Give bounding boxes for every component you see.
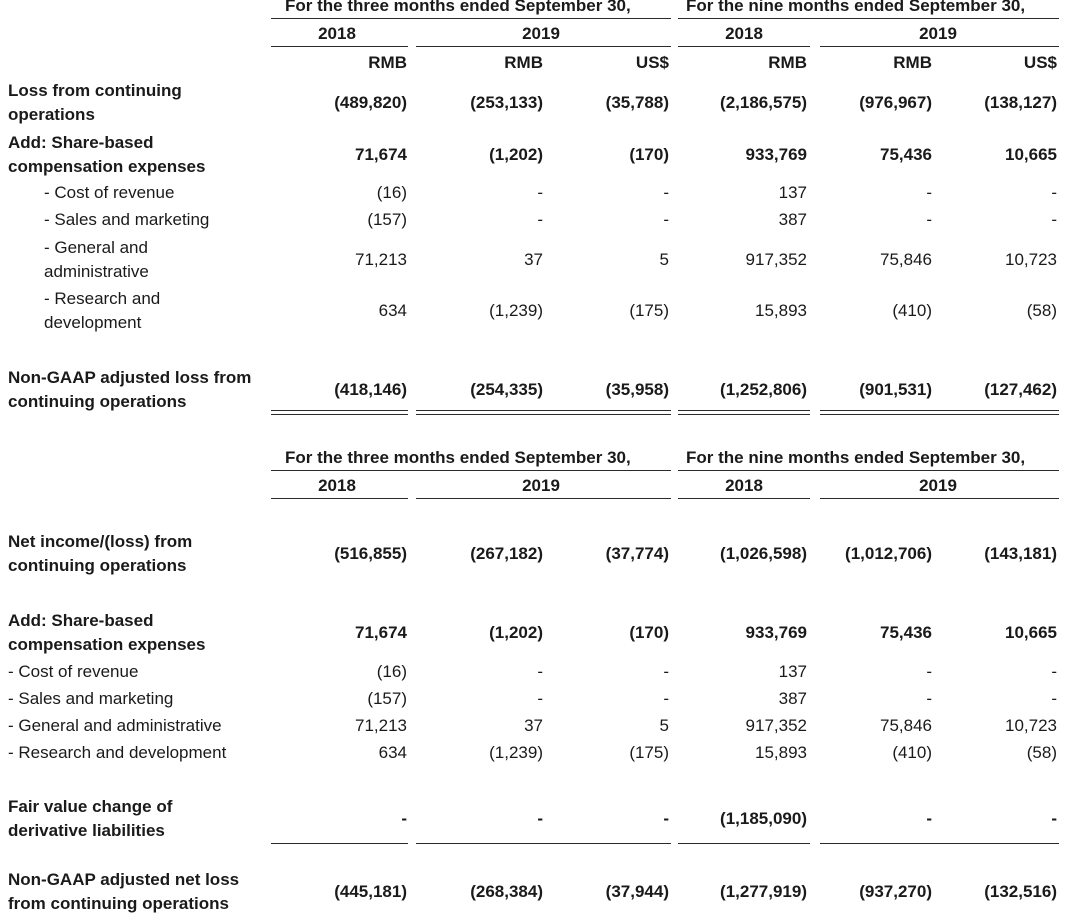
year-header: 2018: [318, 24, 356, 43]
cell-value: (1,239): [489, 743, 543, 762]
year-header: 2019: [522, 24, 560, 43]
row-label: Non-GAAP adjusted net loss: [8, 870, 240, 889]
period-header: For the nine months ended September 30,: [686, 448, 1026, 467]
cell-value: -: [663, 210, 669, 229]
cell-value: (516,855): [334, 544, 407, 563]
cell-value: -: [926, 183, 932, 202]
period-rule: [678, 470, 1059, 471]
row-label: development: [44, 313, 142, 332]
cell-value: (1,012,706): [845, 544, 932, 563]
cell-value: -: [1051, 183, 1057, 202]
cell-value: (901,531): [859, 380, 932, 399]
cell-value: 5: [659, 716, 669, 735]
currency-header: RMB: [893, 53, 932, 72]
row-label: - General and: [44, 238, 148, 257]
period-rule: [271, 18, 671, 19]
cell-value: 634: [378, 301, 407, 320]
year-rule: [271, 46, 408, 47]
row-label: Fair value change of: [8, 797, 173, 816]
year-rule: [416, 498, 671, 499]
cell-value: (2,186,575): [720, 93, 807, 112]
cell-value: (1,185,090): [720, 809, 807, 828]
subtotal-rule: [820, 843, 1059, 844]
cell-value: -: [926, 210, 932, 229]
row-label: compensation expenses: [8, 635, 206, 654]
cell-value: (58): [1026, 301, 1057, 320]
row-label: continuing operations: [8, 556, 187, 575]
cell-value: (37,774): [605, 544, 669, 563]
total-double-rule: [416, 410, 671, 415]
cell-value: (16): [376, 662, 407, 681]
cell-value: 137: [778, 662, 807, 681]
cell-value: (1,202): [489, 145, 543, 164]
cell-value: (410): [892, 301, 932, 320]
cell-value: (254,335): [470, 380, 543, 399]
cell-value: (58): [1026, 743, 1057, 762]
cell-value: (1,202): [489, 623, 543, 642]
year-header: 2019: [919, 476, 957, 495]
cell-value: 37: [524, 716, 543, 735]
cell-value: 71,213: [355, 716, 407, 735]
cell-value: (35,958): [605, 380, 669, 399]
cell-value: 634: [378, 743, 407, 762]
period-header: For the nine months ended September 30,: [686, 0, 1026, 15]
period-rule: [271, 470, 671, 471]
cell-value: 933,769: [745, 623, 807, 642]
row-label: operations: [8, 105, 95, 124]
cell-value: (1,252,806): [720, 380, 807, 399]
cell-value: (157): [367, 210, 407, 229]
cell-value: -: [1051, 210, 1057, 229]
cell-value: 917,352: [745, 716, 807, 735]
cell-value: 5: [659, 250, 669, 269]
cell-value: -: [537, 662, 543, 681]
cell-value: -: [663, 809, 669, 828]
cell-value: -: [537, 689, 543, 708]
year-header: 2018: [725, 24, 763, 43]
cell-value: (1,277,919): [720, 882, 807, 901]
cell-value: 387: [778, 210, 807, 229]
cell-value: (157): [367, 689, 407, 708]
cell-value: (976,967): [859, 93, 932, 112]
row-label: Net income/(loss) from: [8, 532, 193, 551]
row-label: administrative: [44, 262, 149, 281]
cell-value: 71,674: [355, 145, 407, 164]
subtotal-rule: [271, 843, 408, 844]
cell-value: (35,788): [605, 93, 669, 112]
cell-value: 75,436: [880, 623, 932, 642]
row-label: - Sales and marketing: [44, 210, 210, 229]
cell-value: (127,462): [984, 380, 1057, 399]
cell-value: (268,384): [470, 882, 543, 901]
cell-value: (170): [629, 145, 669, 164]
cell-value: 10,723: [1005, 250, 1057, 269]
cell-value: (175): [629, 301, 669, 320]
cell-value: (410): [892, 743, 932, 762]
row-label: compensation expenses: [8, 157, 206, 176]
cell-value: 75,846: [880, 250, 932, 269]
cell-value: -: [537, 809, 543, 828]
cell-value: 15,893: [755, 743, 807, 762]
cell-value: (1,239): [489, 301, 543, 320]
cell-value: (445,181): [334, 882, 407, 901]
cell-value: -: [663, 183, 669, 202]
row-label: Loss from continuing: [8, 81, 182, 100]
year-rule: [271, 498, 408, 499]
row-label: Add: Share-based: [8, 133, 154, 152]
cell-value: (170): [629, 623, 669, 642]
cell-value: 71,213: [355, 250, 407, 269]
cell-value: -: [663, 662, 669, 681]
period-header: For the three months ended September 30,: [285, 0, 631, 15]
currency-header: US$: [635, 53, 669, 72]
total-double-rule: [678, 410, 810, 415]
cell-value: -: [1051, 662, 1057, 681]
year-rule: [820, 46, 1059, 47]
row-label: - Sales and marketing: [8, 689, 174, 708]
cell-value: -: [663, 689, 669, 708]
row-label: Add: Share-based: [8, 611, 154, 630]
year-header: 2018: [318, 476, 356, 495]
cell-value: 75,846: [880, 716, 932, 735]
row-label: continuing operations: [8, 392, 187, 411]
cell-value: 37: [524, 250, 543, 269]
cell-value: -: [926, 689, 932, 708]
row-label: - Research and: [44, 289, 161, 308]
year-rule: [416, 46, 671, 47]
row-label: - Cost of revenue: [8, 662, 139, 681]
cell-value: 10,723: [1005, 716, 1057, 735]
cell-value: (143,181): [984, 544, 1057, 563]
cell-value: (132,516): [984, 882, 1057, 901]
row-label: - General and administrative: [8, 716, 222, 735]
currency-header: US$: [1023, 53, 1057, 72]
row-label: derivative liabilities: [8, 821, 165, 840]
cell-value: -: [401, 809, 407, 828]
year-rule: [820, 498, 1059, 499]
row-label: Non-GAAP adjusted loss from: [8, 368, 252, 387]
year-rule: [678, 498, 810, 499]
cell-value: 933,769: [745, 145, 807, 164]
period-header: For the three months ended September 30,: [285, 448, 631, 467]
subtotal-rule: [416, 843, 671, 844]
subtotal-rule: [678, 843, 810, 844]
year-header: 2019: [522, 476, 560, 495]
cell-value: (138,127): [984, 93, 1057, 112]
total-double-rule: [820, 410, 1059, 415]
cell-value: 917,352: [745, 250, 807, 269]
cell-value: (16): [376, 183, 407, 202]
total-double-rule: [271, 410, 408, 415]
cell-value: -: [1051, 809, 1057, 828]
row-label: - Research and development: [8, 743, 227, 762]
cell-value: -: [537, 210, 543, 229]
year-header: 2019: [919, 24, 957, 43]
cell-value: (175): [629, 743, 669, 762]
year-rule: [678, 46, 810, 47]
cell-value: -: [537, 183, 543, 202]
cell-value: 15,893: [755, 301, 807, 320]
cell-value: 137: [778, 183, 807, 202]
cell-value: 10,665: [1005, 145, 1057, 164]
cell-value: 387: [778, 689, 807, 708]
cell-value: (1,026,598): [720, 544, 807, 563]
cell-value: (253,133): [470, 93, 543, 112]
cell-value: (37,944): [605, 882, 669, 901]
currency-header: RMB: [504, 53, 543, 72]
cell-value: (489,820): [334, 93, 407, 112]
cell-value: -: [1051, 689, 1057, 708]
cell-value: -: [926, 809, 932, 828]
cell-value: (267,182): [470, 544, 543, 563]
row-label: - Cost of revenue: [44, 183, 175, 202]
cell-value: (418,146): [334, 380, 407, 399]
cell-value: 71,674: [355, 623, 407, 642]
cell-value: 10,665: [1005, 623, 1057, 642]
period-rule: [678, 18, 1059, 19]
year-header: 2018: [725, 476, 763, 495]
cell-value: 75,436: [880, 145, 932, 164]
currency-header: RMB: [768, 53, 807, 72]
currency-header: RMB: [368, 53, 407, 72]
row-label: from continuing operations: [8, 894, 229, 913]
cell-value: -: [926, 662, 932, 681]
cell-value: (937,270): [859, 882, 932, 901]
